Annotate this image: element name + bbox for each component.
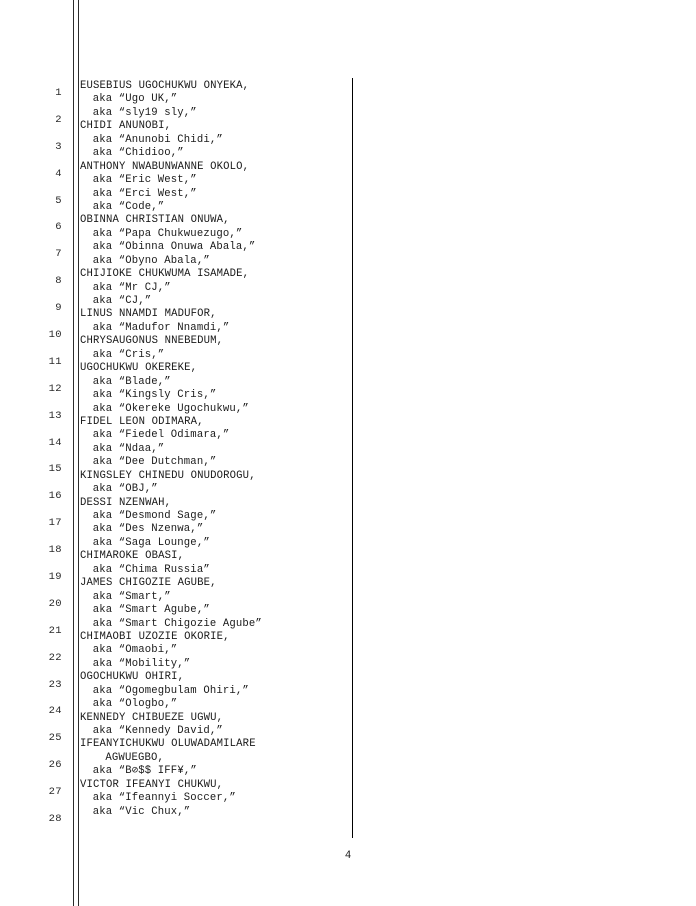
defendant-name: VICTOR IFEANYI CHUKWU, [80, 778, 224, 791]
defendant-alias: aka “Vic Chux,” [92, 805, 191, 818]
line-number: 11 [48, 355, 62, 368]
defendant-name: OGOCHUKWU OHIRI, [80, 671, 185, 684]
defendant-alias: aka “Desmond Sage,” [92, 510, 217, 522]
defendant-alias: aka “Madufor Nnamdi,” [92, 321, 230, 334]
line-number: 10 [48, 329, 62, 342]
defendant-alias: aka “Blade,” [92, 375, 171, 388]
defendant-alias: aka “Smart,” [92, 590, 171, 603]
line-number: 23 [48, 678, 62, 691]
line-number: 24 [48, 705, 62, 718]
defendant-alias: aka “Smart Agube,” [92, 604, 210, 617]
defendant-alias: aka “Omaobi,” [92, 644, 178, 657]
defendant-alias: aka “Cris,” [92, 348, 165, 361]
line-number: 1 [55, 87, 62, 99]
line-number: 22 [48, 651, 62, 664]
line-number: 6 [55, 221, 62, 234]
defendant-alias: aka “Ologbo,” [92, 698, 178, 711]
line-number: 2 [55, 113, 62, 126]
line-number: 4 [55, 167, 62, 180]
defendant-name: ANTHONY NWABUNWANNE OKOLO, [80, 160, 250, 173]
defendant-name: CHIMAROKE OBASI, [80, 550, 185, 563]
defendant-name: CHIMAOBI UZOZIE OKORIE, [80, 630, 230, 643]
line-number: 15 [48, 463, 62, 476]
defendant-alias: aka “Anunobi Chidi,” [92, 133, 223, 146]
defendant-name: EUSEBIUS UGOCHUKWU ONYEKA, [80, 80, 250, 92]
line-number: 25 [48, 732, 62, 745]
defendant-alias: aka “Obinna Onuwa Abala,” [92, 241, 256, 254]
defendant-alias: aka “Ugo UK,” [92, 93, 178, 106]
left-margin-rule-inner [78, 0, 79, 906]
defendant-alias: aka “Mr CJ,” [92, 281, 171, 294]
line-number: 3 [55, 140, 62, 153]
line-number: 26 [48, 759, 62, 772]
line-number: 14 [48, 436, 62, 449]
line-number: 27 [48, 786, 62, 799]
defendant-alias: aka “Okereke Ugochukwu,” [92, 402, 249, 415]
defendant-alias: aka “Smart Chigozie Agube” [92, 617, 262, 630]
defendant-alias: aka “Code,” [92, 200, 165, 213]
defendant-name: KENNEDY CHIBUEZE UGWU, [80, 711, 224, 724]
defendant-name: OBINNA CHRISTIAN ONUWA, [80, 214, 230, 227]
line-number: 28 [48, 813, 62, 826]
line-number: 18 [48, 544, 62, 557]
defendant-name: LINUS NNAMDI MADUFOR, [80, 308, 217, 321]
line-number: 9 [55, 302, 62, 315]
defendant-name: UGOCHUKWU OKEREKE, [80, 362, 198, 375]
defendant-alias: aka “Des Nzenwa,” [92, 523, 204, 536]
defendant-alias: aka “sly19 sly,” [92, 106, 197, 119]
right-margin-rule [352, 78, 353, 838]
page-number: 4 [344, 850, 352, 862]
defendant-name-list [80, 80, 346, 819]
defendant-name: IFEANYICHUKWU OLUWADAMILARE [80, 738, 256, 751]
defendant-alias: aka “Eric West,” [92, 174, 197, 187]
line-number: 19 [48, 571, 62, 584]
defendant-alias: aka “Chima Russia” [92, 563, 210, 576]
defendant-alias: aka “Saga Lounge,” [92, 536, 210, 549]
defendant-alias: aka “Ifeannyi Soccer,” [92, 792, 236, 805]
defendant-alias: aka “Chidioo,” [92, 147, 184, 160]
line-number-gutter [0, 80, 62, 833]
defendant-alias: AGWUEGBO, [105, 751, 164, 764]
line-number: 8 [55, 275, 62, 288]
line-number: 17 [48, 517, 62, 530]
line-number: 13 [48, 409, 62, 422]
defendant-alias: aka “Mobility,” [92, 657, 191, 670]
left-margin-rule-outer [73, 0, 74, 906]
defendant-name: CHIJIOKE CHUKWUMA ISAMADE, [80, 268, 250, 281]
line-number: 7 [55, 248, 62, 261]
defendant-alias: aka “Erci West,” [92, 187, 197, 200]
line-number: 12 [48, 382, 62, 395]
defendant-name: CHRYSAUGONUS NNEBEDUM, [80, 335, 224, 348]
defendant-name: DESSI NZENWAH, [80, 496, 172, 509]
defendant-alias: aka “Papa Chukwuezugo,” [92, 227, 243, 240]
defendant-name: JAMES CHIGOZIE AGUBE, [80, 577, 217, 590]
line-number: 5 [55, 194, 62, 207]
line-number: 20 [48, 597, 62, 610]
defendant-alias: aka “B⊘$$ IFF¥,” [92, 765, 197, 778]
line-number: 21 [48, 624, 62, 637]
defendant-alias: aka “Ndaa,” [92, 442, 165, 455]
defendant-name: CHIDI ANUNOBI, [80, 120, 172, 133]
defendant-alias: aka “OBJ,” [92, 483, 158, 496]
defendant-alias: aka “Dee Dutchman,” [92, 456, 217, 469]
defendant-name: FIDEL LEON ODIMARA, [80, 415, 204, 428]
line-number: 16 [48, 490, 62, 503]
defendant-alias: aka “Kingsly Cris,” [92, 389, 217, 402]
defendant-alias: aka “Fiedel Odimara,” [92, 429, 230, 442]
defendant-alias: aka “Kennedy David,” [92, 725, 223, 737]
defendant-name: KINGSLEY CHINEDU ONUDOROGU, [80, 469, 256, 482]
defendant-alias: aka “Obyno Abala,” [92, 254, 210, 267]
defendant-alias: aka “CJ,” [92, 295, 152, 307]
defendant-alias: aka “Ogomegbulam Ohiri,” [92, 684, 249, 697]
